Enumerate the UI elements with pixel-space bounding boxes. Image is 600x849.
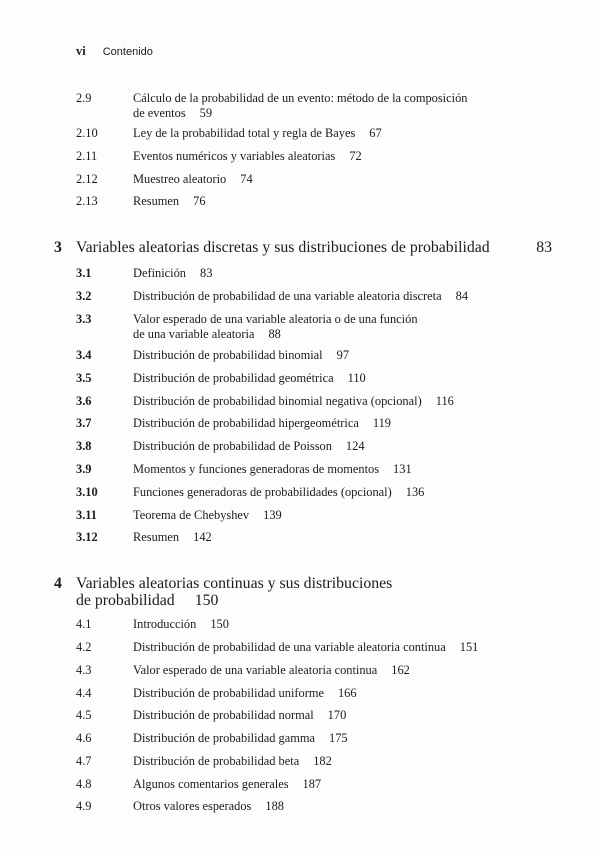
entry-number: 2.11 xyxy=(76,149,98,163)
chapter-page: 83 xyxy=(536,239,552,256)
toc-entry-4-3[interactable] xyxy=(76,663,540,678)
toc-entry-4-2[interactable] xyxy=(76,640,540,655)
chapter-4-heading[interactable] xyxy=(54,575,560,609)
entry-number: 4.8 xyxy=(76,777,92,791)
toc-entry-3-3[interactable] xyxy=(76,312,540,342)
entry-page: 59 xyxy=(199,106,213,120)
entry-title-cont: de una variable aleatoria xyxy=(133,327,255,341)
entry-page: 142 xyxy=(193,530,212,544)
chapter-page: 150 xyxy=(194,592,219,609)
entry-title: Introducción xyxy=(133,617,197,631)
entry-title: Algunos comentarios generales xyxy=(133,777,289,791)
entry-number: 3.3 xyxy=(76,312,92,326)
entry-number: 3.2 xyxy=(76,289,92,303)
entry-number: 3.1 xyxy=(76,266,92,280)
entry-number: 4.7 xyxy=(76,754,92,768)
entry-title: Distribución de probabilidad hipergeométrica xyxy=(133,416,359,430)
entry-title: Distribución de probabilidad binomial negativa (opcional) xyxy=(133,394,422,408)
entry-page: 139 xyxy=(263,508,282,522)
entry-title: Muestreo aleatorio xyxy=(133,172,227,186)
entry-page: 76 xyxy=(193,194,206,208)
entry-number: 4.4 xyxy=(76,686,92,700)
entry-title-cont: de eventos xyxy=(133,106,186,120)
toc-entry-3-8[interactable] xyxy=(76,439,540,454)
entry-page: 175 xyxy=(329,731,348,745)
entry-page: 131 xyxy=(393,462,412,476)
entry-page: 151 xyxy=(459,640,479,654)
toc-entry-2-12[interactable] xyxy=(76,172,540,187)
entry-page: 187 xyxy=(302,777,322,791)
entry-title: Otros valores esperados xyxy=(133,799,252,813)
entry-title: Valor esperado de una variable aleatoria continua xyxy=(133,663,378,677)
toc-entry-2-10[interactable] xyxy=(76,126,540,141)
entry-title: Cálculo de la probabilidad de un evento: método de la composición xyxy=(133,91,468,105)
entry-title: Distribución de probabilidad geométrica xyxy=(133,371,334,385)
toc-entry-4-9[interactable] xyxy=(76,799,540,814)
toc-entry-2-11[interactable] xyxy=(76,149,540,164)
entry-number: 3.11 xyxy=(76,508,97,522)
toc-entry-3-1[interactable] xyxy=(76,266,540,281)
entry-page: 136 xyxy=(405,485,425,499)
entry-title: Resumen xyxy=(133,194,180,208)
entry-title: Resumen xyxy=(133,530,180,544)
entry-number: 3.6 xyxy=(76,394,92,408)
entry-page: 162 xyxy=(391,663,410,677)
toc-entry-4-5[interactable] xyxy=(76,708,540,723)
toc-entry-4-7[interactable] xyxy=(76,754,540,769)
entry-page: 97 xyxy=(336,348,350,362)
entry-page: 116 xyxy=(435,394,454,408)
entry-number: 4.3 xyxy=(76,663,92,677)
entry-page: 188 xyxy=(265,799,284,813)
entry-page: 119 xyxy=(372,416,391,430)
running-head xyxy=(76,44,153,59)
chapter-title: Variables aleatorias continuas y sus distribuciones xyxy=(76,575,393,592)
entry-page: 84 xyxy=(455,289,469,303)
entry-number: 3.7 xyxy=(76,416,92,430)
entry-title: Ley de la probabilidad total y regla de Bayes xyxy=(133,126,356,140)
entry-title: Distribución de probabilidad de una variable aleatoria discreta xyxy=(133,289,442,303)
entry-number: 4.2 xyxy=(76,640,92,654)
toc-entry-3-5[interactable] xyxy=(76,371,540,386)
chapter-number: 3 xyxy=(54,239,62,256)
toc-entry-4-8[interactable] xyxy=(76,777,540,792)
toc-entry-3-10[interactable] xyxy=(76,485,540,500)
entry-title: Valor esperado de una variable aleatoria o de una función xyxy=(133,312,418,326)
entry-page: 166 xyxy=(337,686,357,700)
toc-entry-4-6[interactable] xyxy=(76,731,540,746)
entry-number: 2.10 xyxy=(76,126,98,140)
entry-title: Eventos numéricos y variables aleatorias xyxy=(133,149,336,163)
entry-number: 4.6 xyxy=(76,731,92,745)
entry-page: 74 xyxy=(240,172,253,186)
entry-page: 110 xyxy=(347,371,366,385)
section-label: Contenido xyxy=(102,46,153,58)
entry-title: Funciones generadoras de probabilidades (opcional) xyxy=(133,485,392,499)
entry-page: 88 xyxy=(268,327,281,341)
entry-title: Distribución de probabilidad beta xyxy=(133,754,300,768)
entry-title: Definición xyxy=(133,266,186,280)
entry-title: Distribución de probabilidad de Poisson xyxy=(133,439,332,453)
entry-number: 3.9 xyxy=(76,462,92,476)
toc-entry-4-4[interactable] xyxy=(76,686,540,701)
toc-entry-3-6[interactable] xyxy=(76,394,540,409)
entry-page: 124 xyxy=(345,439,365,453)
entry-number: 4.5 xyxy=(76,708,92,722)
toc-entry-3-4[interactable] xyxy=(76,348,540,363)
entry-title: Distribución de probabilidad uniforme xyxy=(133,686,324,700)
toc-entry-3-7[interactable] xyxy=(76,416,540,431)
entry-number: 4.9 xyxy=(76,799,92,813)
entry-page: 182 xyxy=(313,754,332,768)
entry-number: 4.1 xyxy=(76,617,92,631)
entry-title: Teorema de Chebyshev xyxy=(133,508,250,522)
toc-entry-3-12[interactable] xyxy=(76,530,540,545)
chapter-title-cont: de probabilidad xyxy=(76,592,175,609)
entry-number: 3.5 xyxy=(76,371,92,385)
toc-entry-3-11[interactable] xyxy=(76,508,540,523)
entry-title: Distribución de probabilidad de una variable aleatoria continua xyxy=(133,640,446,654)
entry-number: 2.13 xyxy=(76,194,98,208)
entry-number: 3.10 xyxy=(76,485,98,499)
chapter-number: 4 xyxy=(54,575,62,592)
entry-title: Distribución de probabilidad gamma xyxy=(133,731,316,745)
entry-page: 72 xyxy=(349,149,362,163)
page-number: vi xyxy=(76,44,86,58)
chapter-3-heading[interactable] xyxy=(54,239,560,256)
toc-entry-3-9[interactable] xyxy=(76,462,540,477)
chapter-title: Variables aleatorias discretas y sus distribuciones de probabilidad xyxy=(76,239,490,256)
toc-entry-2-13[interactable] xyxy=(76,194,540,209)
entry-number: 3.12 xyxy=(76,530,98,544)
toc-entry-2-9[interactable] xyxy=(76,91,540,121)
entry-number: 2.9 xyxy=(76,91,92,105)
entry-page: 150 xyxy=(210,617,229,631)
entry-number: 3.8 xyxy=(76,439,92,453)
entry-page: 83 xyxy=(200,266,213,280)
entry-title: Distribución de probabilidad normal xyxy=(133,708,314,722)
entry-number: 3.4 xyxy=(76,348,92,362)
entry-page: 170 xyxy=(327,708,347,722)
entry-title: Momentos y funciones generadoras de momentos xyxy=(133,462,380,476)
toc-entry-4-1[interactable] xyxy=(76,617,540,632)
entry-number: 2.12 xyxy=(76,172,98,186)
entry-page: 67 xyxy=(369,126,382,140)
entry-title: Distribución de probabilidad binomial xyxy=(133,348,323,362)
toc-entry-3-2[interactable] xyxy=(76,289,540,304)
